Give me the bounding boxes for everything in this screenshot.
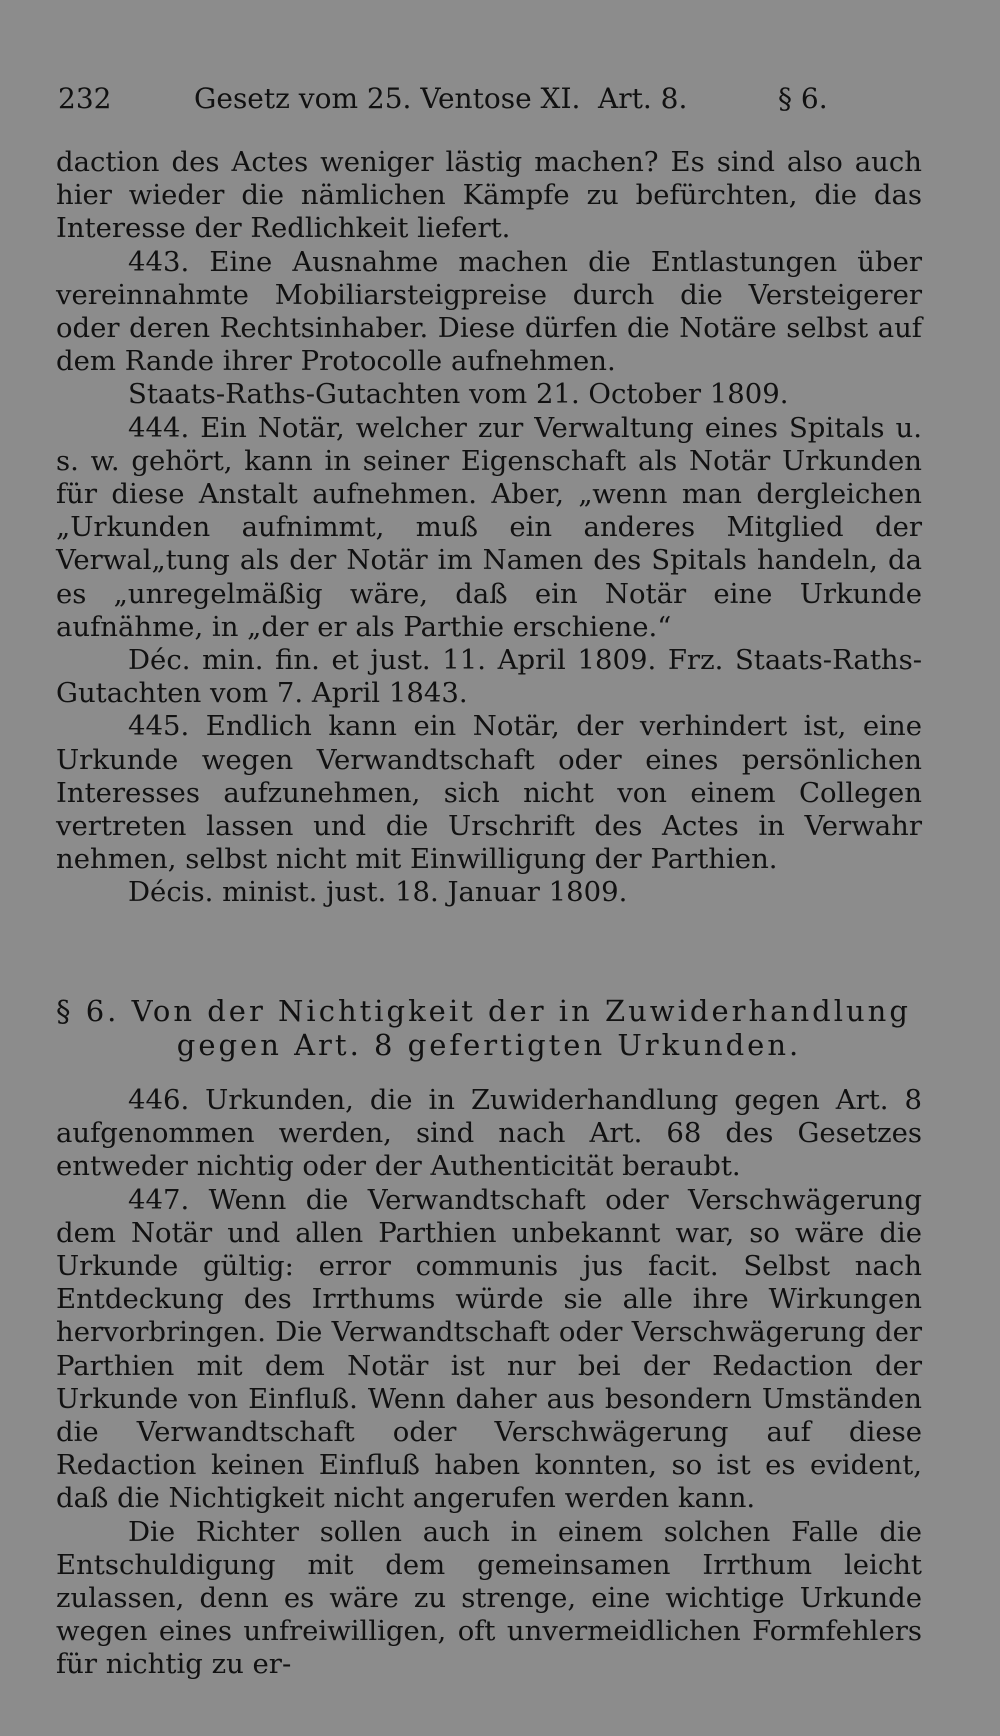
- paragraph-443: 443. Eine Ausnahme machen die Entlastungen über vereinnahmte Mobiliarsteigpreise durch die Versteigerer oder deren Rechtsinhaber. Diese dürfen die Notäre selbst auf dem Rande ihrer Protocolle aufnehmen.: [56, 245, 922, 378]
- paragraph-447-continued: Die Richter sollen auch in einem solchen Falle die Entschuldigung mit dem gemeinsamen Irrthum leicht zulassen, denn es wäre zu strenge, eine wichtige Urkunde wegen eines unfreiwilligen, oft unvermeidlichen Formfehlers für nichtig zu er-: [56, 1515, 922, 1681]
- section-heading-line2: gegen Art. 8 gefertigten Urkunden.: [176, 1028, 802, 1062]
- text-block-upper: [56, 146, 922, 910]
- text-block-lower: [56, 1084, 922, 1682]
- section-heading-line1: § 6. Von der Nichtigkeit der in Zuwiderhandlung: [56, 994, 911, 1028]
- citation-444: Déc. min. fin. et just. 11. April 1809. Frz. Staats-Raths-Gutachten vom 7. April 1843.: [56, 644, 922, 710]
- citation-445: Décis. minist. just. 18. Januar 1809.: [128, 876, 628, 909]
- paragraph-446: 446. Urkunden, die in Zuwiderhandlung gegen Art. 8 aufgenommen werden, sind nach Art. 68 des Gesetzes entweder nichtig oder der Authenticität beraubt.: [56, 1084, 922, 1183]
- section-heading: [56, 994, 922, 1062]
- paragraph-447: 447. Wenn die Verwandtschaft oder Verschwägerung dem Notär und allen Parthien unbekannt war, so wäre die Urkunde gültig: error communis jus facit. Selbst nach Entdeckung des Irrthums würde sie alle ihre Wirkungen hervorbringen. Die Verwandtschaft oder Verschwägerung der Parthien mit dem Notär ist nur bei der Redaction der Urkunde von Einfluß. Wenn daher aus besondern Umständen die Verwandtschaft oder Verschwägerung auf diese Redaction keinen Einfluß haben konnten, so ist es evident, daß die Nichtigkeit nicht angerufen werden kann.: [56, 1183, 922, 1515]
- header-title: Gesetz vom 25. Ventose XI.: [194, 82, 581, 115]
- paragraph-444: 444. Ein Notär, welcher zur Verwaltung eines Spitals u. s. w. gehört, kann in seiner Eigenschaft als Notär Urkunden für diese Anstalt aufnehmen. Aber, „wenn man dergleichen „Urkunden aufnimmt, muß ein anderes Mitglied der Verwal„tung als der Notär im Namen des Spitals handeln, da es „unregelmäßig wäre, daß ein Notär eine Urkunde aufnähme, in „der er als Parthie erschiene.“: [56, 411, 922, 643]
- paragraph-continuation: daction des Actes weniger lästig machen? Es sind also auch hier wieder die nämlichen Kämpfe zu befürchten, die das Interesse der Redlichkeit liefert.: [56, 146, 922, 245]
- paragraph-445: 445. Endlich kann ein Notär, der verhindert ist, eine Urkunde wegen Verwandtschaft oder eines persönlichen Interesses aufzunehmen, sich nicht von einem Collegen vertreten lassen und die Urschrift des Actes in Verwahr nehmen, selbst nicht mit Einwilligung der Parthien.: [56, 710, 922, 876]
- citation-443: Staats-Raths-Gutachten vom 21. October 1809.: [128, 378, 789, 411]
- page-number: 232: [58, 82, 112, 115]
- header-section: § 6.: [778, 82, 828, 115]
- header-article: Art. 8.: [598, 82, 688, 115]
